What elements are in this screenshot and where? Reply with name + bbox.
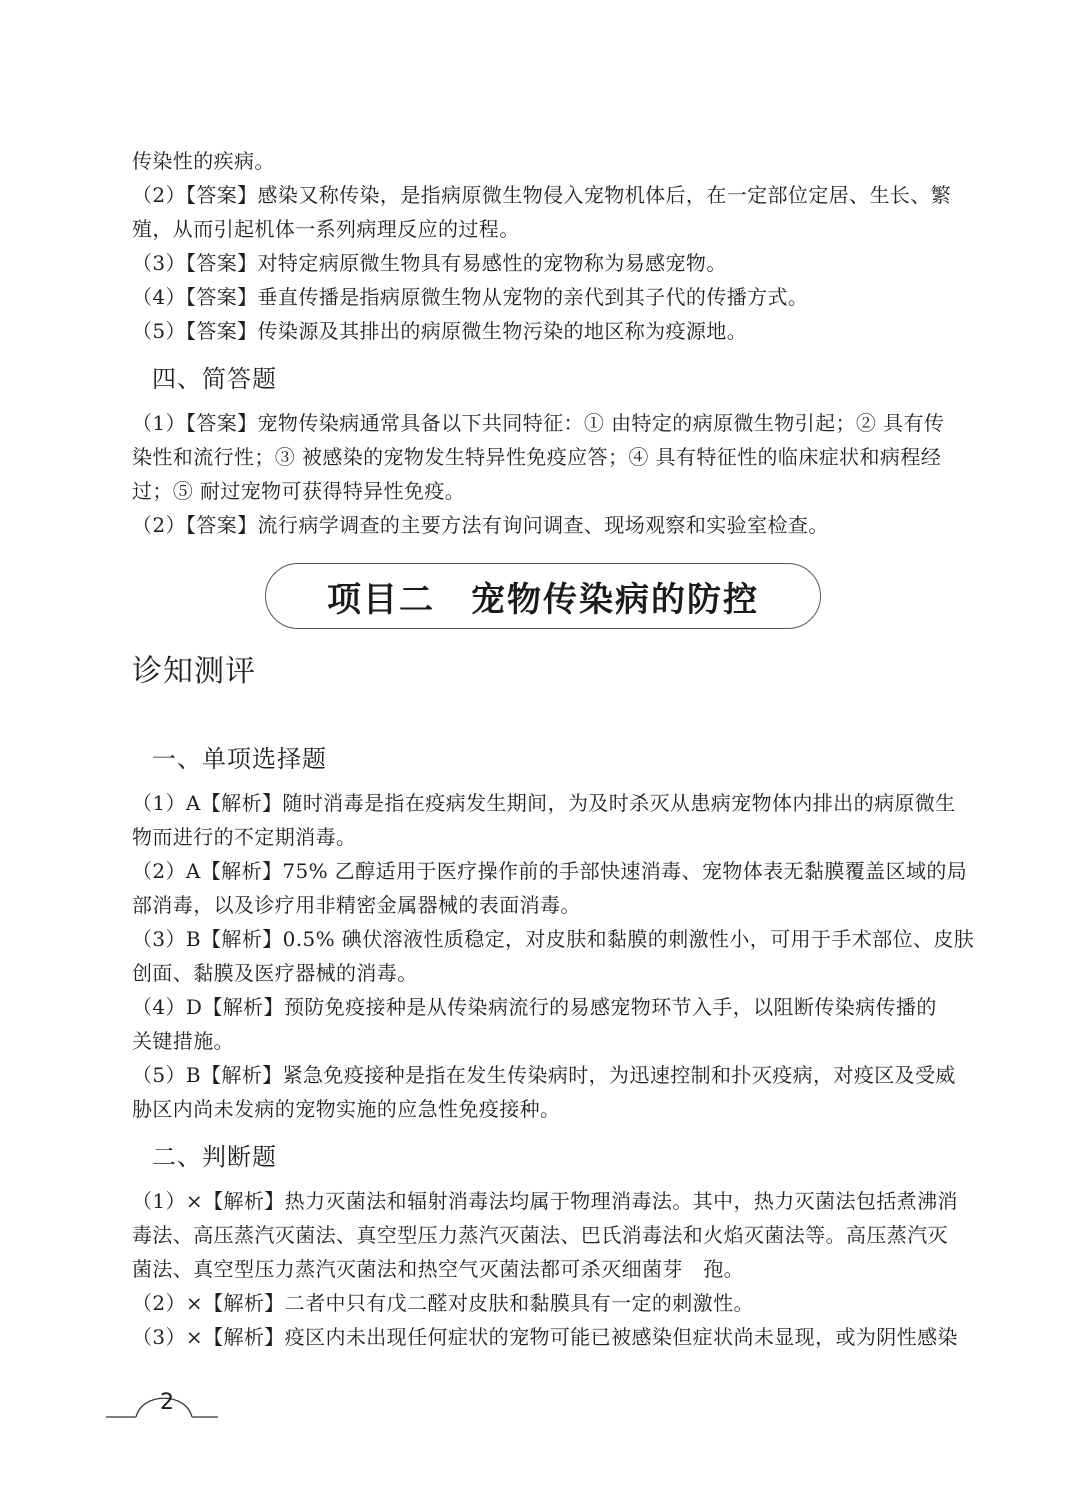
text-line: （2）【答案】感染又称传染，是指病原微生物侵入宠物机体后，在一定部位定居、生长、繁 <box>132 183 952 207</box>
text-line: （3）B【解析】0.5% 碘伏溶液性质稳定，对皮肤和黏膜的刺激性小，可用于手术部位、皮肤 <box>132 927 975 951</box>
text-line: 部消毒，以及诊疗用非精密金属器械的表面消毒。 <box>132 893 581 917</box>
text-line: （5）B【解析】紧急免疫接种是指在发生传染病时，为迅速控制和扑灭疫病，对疫区及受威 <box>132 1063 956 1087</box>
text-line: （3）【答案】对特定病原微生物具有易感性的宠物称为易感宠物。 <box>132 251 727 275</box>
section-heading-judge: 二、判断题 <box>152 1143 277 1171</box>
project-title: 项目二 宠物传染病的防控 <box>327 579 759 620</box>
text-line: （1）A【解析】随时消毒是指在疫病发生期间，为及时杀灭从患病宠物体内排出的病原微生 <box>132 791 956 815</box>
text-line: 过；⑤ 耐过宠物可获得特异性免疫。 <box>132 479 466 503</box>
text-line: 胁区内尚未发病的宠物实施的应急性免疫接种。 <box>132 1097 561 1121</box>
text-line: 传染性的疾病。 <box>132 149 275 173</box>
section-heading-single-choice: 一、单项选择题 <box>152 745 327 773</box>
section-heading-short-answer: 四、简答题 <box>152 365 277 393</box>
text-line: （2）×【解析】二者中只有戊二醛对皮肤和黏膜具有一定的刺激性。 <box>132 1291 754 1315</box>
text-line: 毒法、高压蒸汽灭菌法、真空型压力蒸汽灭菌法、巴氏消毒法和火焰灭菌法等。高压蒸汽灭 <box>132 1223 948 1247</box>
page-number-footer <box>106 1380 226 1430</box>
text-line: （4）D【解析】预防免疫接种是从传染病流行的易感宠物环节入手，以阻断传染病传播的 <box>132 995 937 1019</box>
text-line: 创面、黏膜及医疗器械的消毒。 <box>132 961 418 985</box>
text-line: （2）A【解析】75% 乙醇适用于医疗操作前的手部快速消毒、宠物体表无黏膜覆盖区域的局 <box>132 859 968 883</box>
text-line: （1）【答案】宠物传染病通常具备以下共同特征：① 由特定的病原微生物引起；② 具有传 <box>132 411 945 435</box>
text-line: 关键措施。 <box>132 1029 234 1053</box>
page-number: 2 <box>160 1390 174 1415</box>
text-line: 物而进行的不定期消毒。 <box>132 825 357 849</box>
text-line: 菌法、真空型压力蒸汽灭菌法和热空气灭菌法都可杀灭细菌芽 孢。 <box>132 1257 744 1281</box>
text-line: （3）×【解析】疫区内未出现任何症状的宠物可能已被感染但症状尚未显现，或为阴性感染 <box>132 1325 958 1349</box>
project-title-banner <box>265 563 821 629</box>
text-line: （2）【答案】流行病学调查的主要方法有询问调查、现场观察和实验室检查。 <box>132 513 829 537</box>
text-line: （1）×【解析】热力灭菌法和辐射消毒法均属于物理消毒法。其中，热力灭菌法包括煮沸消 <box>132 1189 958 1213</box>
page-section-title: 诊知测评 <box>132 654 256 689</box>
text-line: （4）【答案】垂直传播是指病原微生物从宠物的亲代到其子代的传播方式。 <box>132 285 809 309</box>
spacer <box>132 692 972 728</box>
text-line: 殖，从而引起机体一系列病理反应的过程。 <box>132 217 520 241</box>
text-line: 染性和流行性；③ 被感染的宠物发生特异性免疫应答；④ 具有特征性的临床症状和病程经 <box>132 445 942 469</box>
text-line: （5）【答案】传染源及其排出的病原微生物污染的地区称为疫源地。 <box>132 319 748 343</box>
page-body <box>132 144 975 1354</box>
